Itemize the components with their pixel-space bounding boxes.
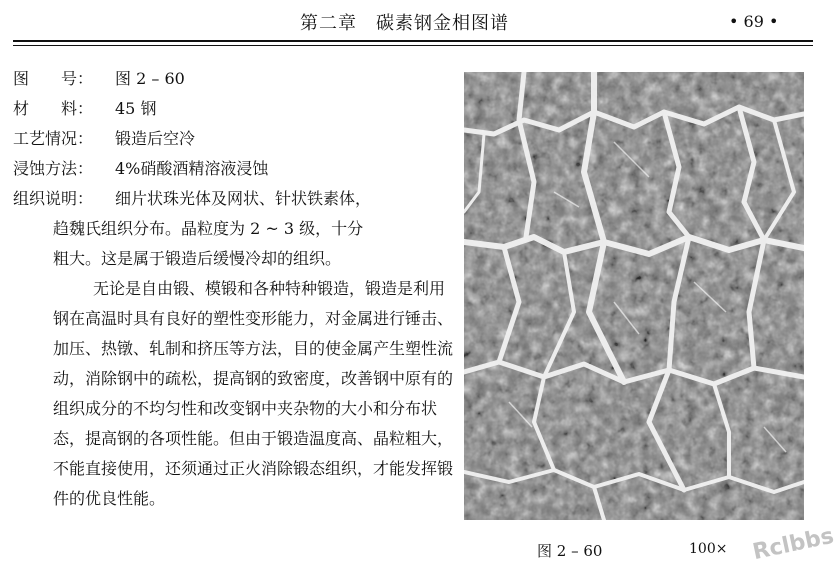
field-process (13, 124, 453, 154)
field-structure (13, 184, 453, 214)
field-value: 图 2 – 60 (115, 69, 185, 88)
svg-text:Rclbbs: Rclbbs (750, 523, 834, 566)
watermark-logo (748, 512, 834, 572)
description-line: 粗大。这是属于锻造后缓慢冷却的组织。 (53, 249, 342, 268)
page-number: • 69 • (729, 12, 779, 31)
micrograph-graphic (464, 72, 804, 520)
magnification-label: 100× (689, 541, 728, 557)
field-figure-number (13, 64, 453, 94)
field-material (13, 94, 453, 124)
field-etching (13, 154, 453, 184)
chapter-title: 第二章 碳素钢金相图谱 (300, 13, 509, 34)
page-header (0, 0, 837, 44)
field-value: 锻造后空冷 (115, 129, 196, 148)
field-label: 浸蚀方法： (13, 159, 94, 178)
field-label: 组织说明： (13, 189, 94, 208)
field-value: 细片状珠光体及网状、针状铁素体， (115, 189, 372, 208)
field-label: 材 料： (13, 99, 94, 118)
specimen-description (13, 64, 453, 514)
header-rule-thick (13, 40, 813, 42)
header-rule-thin (13, 45, 813, 46)
figure-caption: 图 2 – 60 (537, 542, 603, 560)
micrograph-image (464, 72, 804, 520)
forging-paragraph: 无论是自由锻、模锻和各种特种锻造，锻造是利用钢在高温时具有良好的塑性变形能力，对金属进行锤击、加压、热镦、轧制和挤压等方法，目的使金属产生塑性流动，消除钢中的疏松，提高钢的致密度，改善钢中原有的组织成分的不均匀性和改变钢中夹杂物的大小和分布状态，提高钢的各项性能。但由于锻造温度高、晶粒粗大，不能直接使用，还须通过正火消除锻态组织，才能发挥锻件的优良性能。 (53, 279, 454, 508)
field-label: 图 号： (13, 69, 94, 88)
field-value: 4%硝酸酒精溶液浸蚀 (115, 159, 269, 178)
field-value: 45 钢 (115, 99, 157, 118)
description-line: 趋魏氏组织分布。晶粒度为 2 ~ 3 级，十分 (53, 219, 364, 238)
field-label: 工艺情况： (13, 129, 94, 148)
